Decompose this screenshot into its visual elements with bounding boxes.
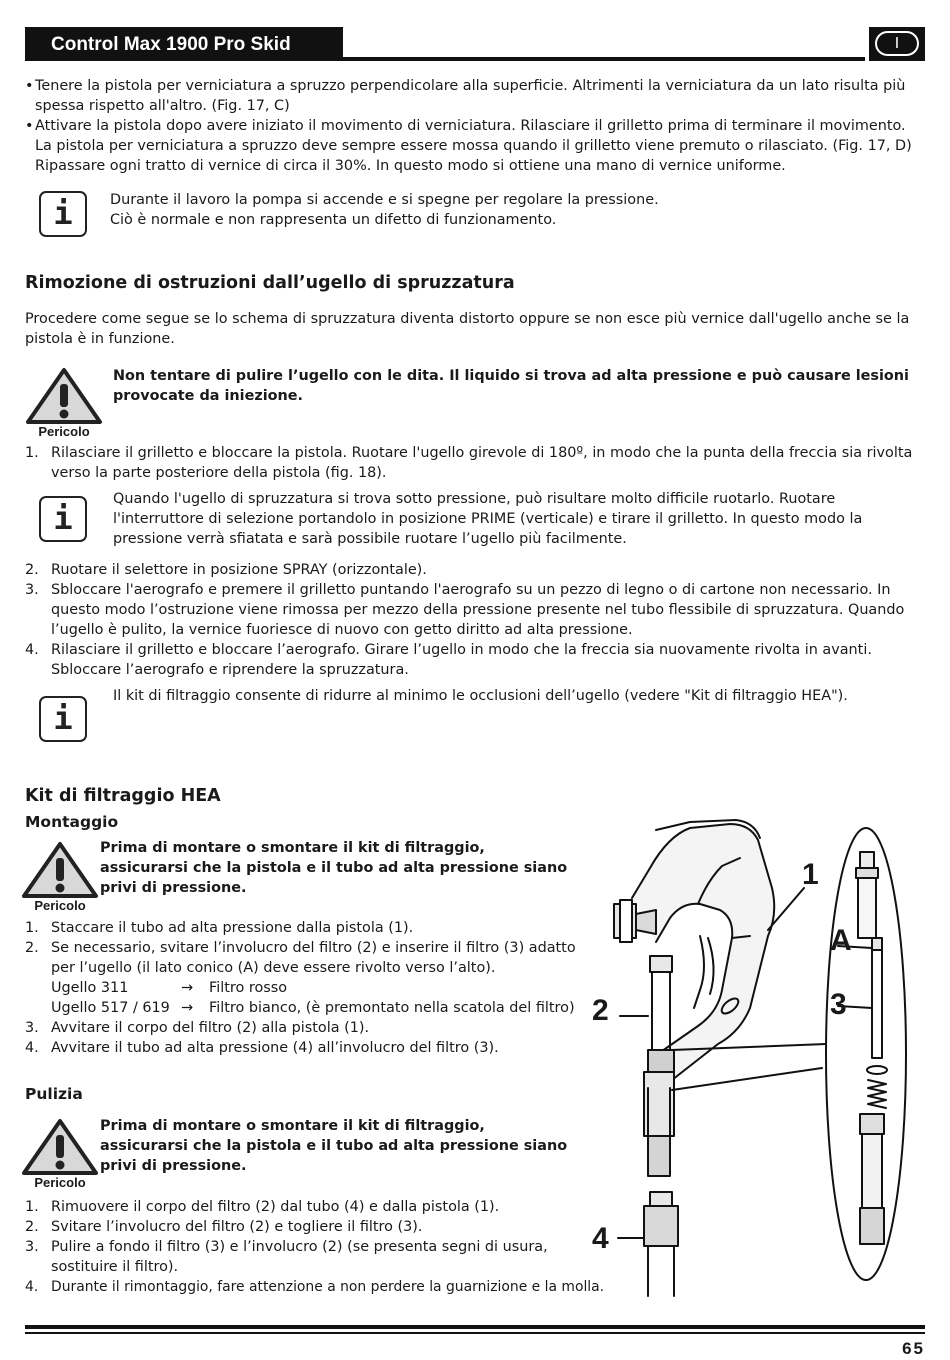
filter-kit-figure bbox=[590, 818, 930, 1298]
header-title: Control Max 1900 Pro Skid bbox=[51, 34, 291, 55]
list-item: 4. Durante il rimontaggio, fare attenzione a non perdere la guarnizione e la molla. bbox=[25, 1279, 605, 1295]
section-intro: Procedere come segue se lo schema di spruzzatura diventa distorto oppure se non esce più vernice dall'ugello anche se la pistola è in funzione. bbox=[25, 311, 910, 347]
page-header bbox=[25, 27, 925, 63]
list-item: 4. Rilasciare il grilletto e bloccare l’aerografo. Girare l’ugello in modo che la freccia sia nuovamente rivolta in avanti. Sbloccare l’aerografo e riprendere la spruzzatura. bbox=[25, 642, 872, 678]
list-item: 4. Avvitare il tubo ad alta pressione (4) all’involucro del filtro (3). bbox=[25, 1040, 499, 1056]
arrow-icon: → bbox=[181, 980, 194, 996]
footer-rule bbox=[25, 1325, 925, 1329]
list-item: 3. Pulire a fondo il filtro (3) e l’involucro (2) (se presenta segni di usura, sostituire il filtro). bbox=[25, 1239, 548, 1275]
list-item: 1. Rilasciare il grilletto e bloccare la pistola. Ruotare l'ugello girevole di 180º, in modo che la punta della freccia sia rivolta verso la parte posteriore della pistola (fig. 18). bbox=[25, 445, 913, 481]
language-badge: I bbox=[875, 31, 919, 56]
filter-name: Filtro bianco, (è premontato nella scatola del filtro) bbox=[209, 1000, 575, 1016]
arrow-icon: → bbox=[181, 1000, 194, 1016]
page-number: 65 bbox=[902, 1339, 925, 1358]
intro-bullets bbox=[25, 76, 925, 176]
language-badge-box bbox=[869, 27, 925, 61]
header-title-box bbox=[25, 27, 343, 61]
warning-triangle-icon bbox=[24, 366, 104, 424]
danger-warning bbox=[20, 840, 100, 913]
info-note: Il kit di filtraggio consente di ridurre al minimo le occlusioni dell’ugello (vedere "Kit di filtraggio HEA"). bbox=[113, 688, 848, 704]
clean-steps bbox=[25, 1197, 605, 1297]
info-note-line: Durante il lavoro la pompa si accende e si spegne per regolare la pressione. bbox=[110, 192, 659, 208]
nozzle-row bbox=[51, 978, 580, 998]
info-icon: i bbox=[39, 496, 87, 542]
list-item: 2. Ruotare il selettore in posizione SPRAY (orizzontale). bbox=[25, 562, 427, 578]
section-title: Rimozione di ostruzioni dall’ugello di spruzzatura bbox=[25, 273, 515, 293]
nozzle-row bbox=[51, 998, 580, 1018]
danger-warning bbox=[24, 366, 104, 439]
danger-warning bbox=[20, 1117, 100, 1190]
warning-label: Pericolo bbox=[38, 424, 90, 439]
filter-name: Filtro rosso bbox=[209, 980, 288, 996]
warning-triangle-icon bbox=[20, 1117, 100, 1175]
figure-label-3: 3 bbox=[830, 988, 847, 1021]
figure-label-a: A bbox=[830, 924, 852, 957]
info-note: Quando l'ugello di spruzzatura si trova sotto pressione, può risultare molto difficile ruotarlo. Ruotare l'interruttore di selezione portandolo in posizione PRIME (verticale) e tirare il grilletto. In questo modo la pressione verrà sfiatata e sarà possibile ruotare l’ugello più facilmente. bbox=[113, 491, 863, 547]
list-item: 2. Se necessario, svitare l’involucro del filtro (2) e inserire il filtro (3) adatto per l’ugello (il lato conico (A) deve essere rivolto verso l’alto). Ugello 311 → Filtro rosso Ugello 517 / 619 → Filtro bianco, (è premontato nella scatola del filtro) bbox=[25, 938, 580, 1018]
warning-text: Non tentare di pulire l’ugello con le dita. Il liquido si trova ad alta pressione e può causare lesioni provocate da iniezione. bbox=[113, 368, 909, 404]
warning-triangle-icon bbox=[20, 840, 100, 898]
section-title: Kit di filtraggio HEA bbox=[25, 786, 221, 806]
spray-gun-illustration bbox=[590, 818, 930, 1298]
figure-label-2: 2 bbox=[592, 994, 609, 1027]
figure-label-1: 1 bbox=[802, 858, 819, 891]
subsection-title: Montaggio bbox=[25, 813, 119, 831]
figure-label-4: 4 bbox=[592, 1222, 609, 1255]
info-icon: i bbox=[39, 191, 87, 237]
subsection-title: Pulizia bbox=[25, 1085, 83, 1103]
clog-steps bbox=[25, 560, 925, 680]
list-item: 1. Rimuovere il corpo del filtro (2) dal tubo (4) e dalla pistola (1). bbox=[25, 1199, 500, 1215]
warning-label: Pericolo bbox=[34, 1175, 86, 1190]
list-item: 1. Staccare il tubo ad alta pressione dalla pistola (1). bbox=[25, 920, 414, 936]
list-item: 3. Avvitare il corpo del filtro (2) alla pistola (1). bbox=[25, 1020, 370, 1036]
warning-text: Prima di montare o smontare il kit di filtraggio, assicurarsi che la pistola e il tubo ad alta pressione siano privi di pressione. bbox=[100, 840, 568, 896]
list-item: 2. Svitare l’involucro del filtro (2) e togliere il filtro (3). bbox=[25, 1219, 423, 1235]
info-note bbox=[110, 190, 920, 230]
info-note-line: Ciò è normale e non rappresenta un difetto di funzionamento. bbox=[110, 212, 557, 228]
bullet-item: • Attivare la pistola dopo avere iniziato il movimento di verniciatura. Rilasciare il grilletto prima di terminare il movimento. La pistola per verniciatura a spruzzo deve sempre essere mossa quando il grilletto viene premuto o rilasciato. (Fig. 17, D) Ripassare ogni tratto di vernice di circa il 30%. In questo modo si ottiene una mano di vernice uniforme. bbox=[25, 116, 925, 176]
nozzle-name: Ugello 517 / 619 bbox=[51, 1000, 170, 1016]
list-item: 3. Sbloccare l'aerografo e premere il grilletto puntando l'aerografo su un pezzo di legno o di cartone non necessario. In questo modo l’ostruzione viene rimossa per mezzo della pressione presente nel tubo flessibile di spruzzatura. Quando l’ugello è pulito, la vernice fuoriesce di nuovo con getto diritto ad alta pressione. bbox=[25, 582, 905, 638]
clog-step-1 bbox=[25, 443, 925, 483]
mount-steps bbox=[25, 918, 580, 1058]
warning-label: Pericolo bbox=[34, 898, 86, 913]
bullet-item: • Tenere la pistola per verniciatura a spruzzo perpendicolare alla superficie. Altrimenti la verniciatura da un lato risulta più spessa rispetto all'altro. (Fig. 17, C) bbox=[25, 76, 925, 116]
nozzle-name: Ugello 311 bbox=[51, 980, 129, 996]
header-rule bbox=[343, 57, 865, 61]
warning-text: Prima di montare o smontare il kit di filtraggio, assicurarsi che la pistola e il tubo ad alta pressione siano privi di pressione. bbox=[100, 1118, 568, 1174]
info-icon: i bbox=[39, 696, 87, 742]
footer-rule-thin bbox=[25, 1332, 925, 1334]
